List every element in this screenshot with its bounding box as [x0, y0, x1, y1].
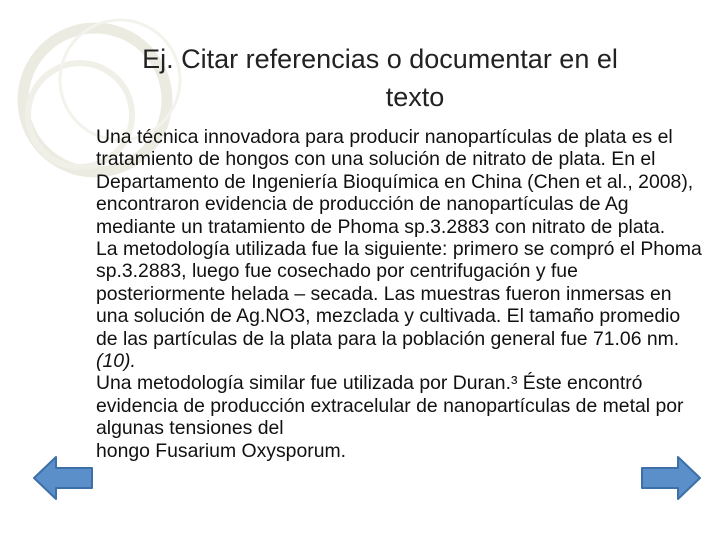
- title-line-2: texto: [385, 82, 445, 112]
- bullet-item: [76, 126, 706, 238]
- bullet-item: [76, 372, 706, 439]
- bullet-text: Una metodología similar fue utilizada por Duran.³ Éste encontró evidencia de producción extracelular de nanopartículas de metal por algunas tensiones del: [96, 372, 684, 440]
- slide-body: [76, 126, 706, 462]
- bullet-overflow: [76, 440, 706, 462]
- bullet-text: La metodología utilizada fue la siguiente: primero se compró el Phoma sp.3.2883, luego fue cosechado por centrifugación y fue posteriormente helada – secada. Las muestras fueron inmersas en una solución de Ag.NO3, mezclada y cultivada. El tamaño promedio de las partículas de la plata para la población general fue 71.06 nm.: [96, 238, 702, 350]
- bullet-item: [76, 238, 706, 372]
- bullet-overflow-text: hongo Fusarium Oxysporum.: [96, 439, 347, 462]
- arrow-left-icon[interactable]: [32, 455, 94, 501]
- slide-title: [60, 40, 700, 116]
- citation: (10).: [96, 350, 136, 373]
- bullet-text: Una técnica innovadora para producir nanopartículas de plata es el tratamiento de hongos con una solución de nitrato de plata. En el Departamento de Ingeniería Bioquímica en China (Chen et al., 2008), encontraron evidencia de producción de nanopartículas de Ag mediante un tratamiento de Phoma sp.3.2883 con nitrato de plata.: [96, 126, 694, 238]
- title-line-1: Ej. Citar referencias o documentar en el: [142, 44, 618, 74]
- arrow-right-icon[interactable]: [640, 455, 702, 501]
